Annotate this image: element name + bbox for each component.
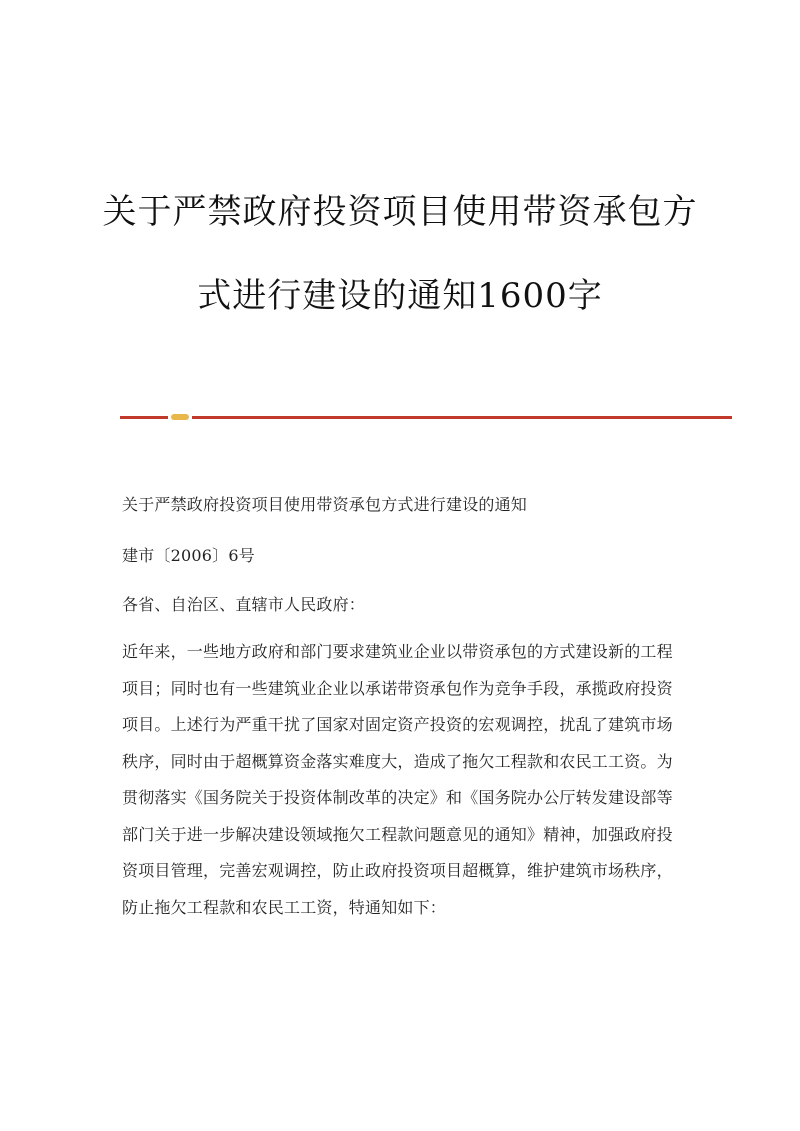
divider-ornament-icon [171,414,189,420]
document-title-line-1: 关于严禁政府投资项目使用带资承包方 [102,192,698,232]
paragraph-line: 近年来，一些地方政府和部门要求建筑业企业以带资承包的方式建设新的工程 [122,642,673,661]
document-title-line-2: 式进行建设的通知1600字 [197,276,603,316]
salutation: 各省、自治区、直辖市人民政府： [122,595,366,614]
title-divider [120,413,732,421]
body-paragraph [122,634,682,926]
paragraph-line: 贯彻落实《国务院关于投资体制改革的决定》和《国务院办公厅转发建设部等 [122,788,673,807]
paragraph-line: 防止拖欠工程款和农民工工资，特通知如下： [122,897,447,917]
paragraph-line: 秩序，同时由于超概算资金落实难度大，造成了拖欠工程款和农民工工资。为 [122,751,673,771]
notice-heading: 关于严禁政府投资项目使用带资承包方式进行建设的通知 [122,495,528,514]
divider-bar-right [192,416,732,419]
paragraph-line: 项目。上述行为严重干扰了国家对固定资产投资的宏观调控，扰乱了建筑市场 [122,715,673,734]
paragraph-line: 项目；同时也有一些建筑业企业以承诺带资承包作为竞争手段，承揽政府投资 [122,678,673,698]
document-number: 建市〔2006〕6号 [122,546,255,565]
divider-bar-left [120,416,168,419]
paragraph-line: 部门关于进一步解决建设领域拖欠工程款问题意见的通知》精神，加强政府投 [122,824,673,844]
paragraph-line: 资项目管理，完善宏观调控，防止政府投资项目超概算，维护建筑市场秩序， [122,861,673,880]
